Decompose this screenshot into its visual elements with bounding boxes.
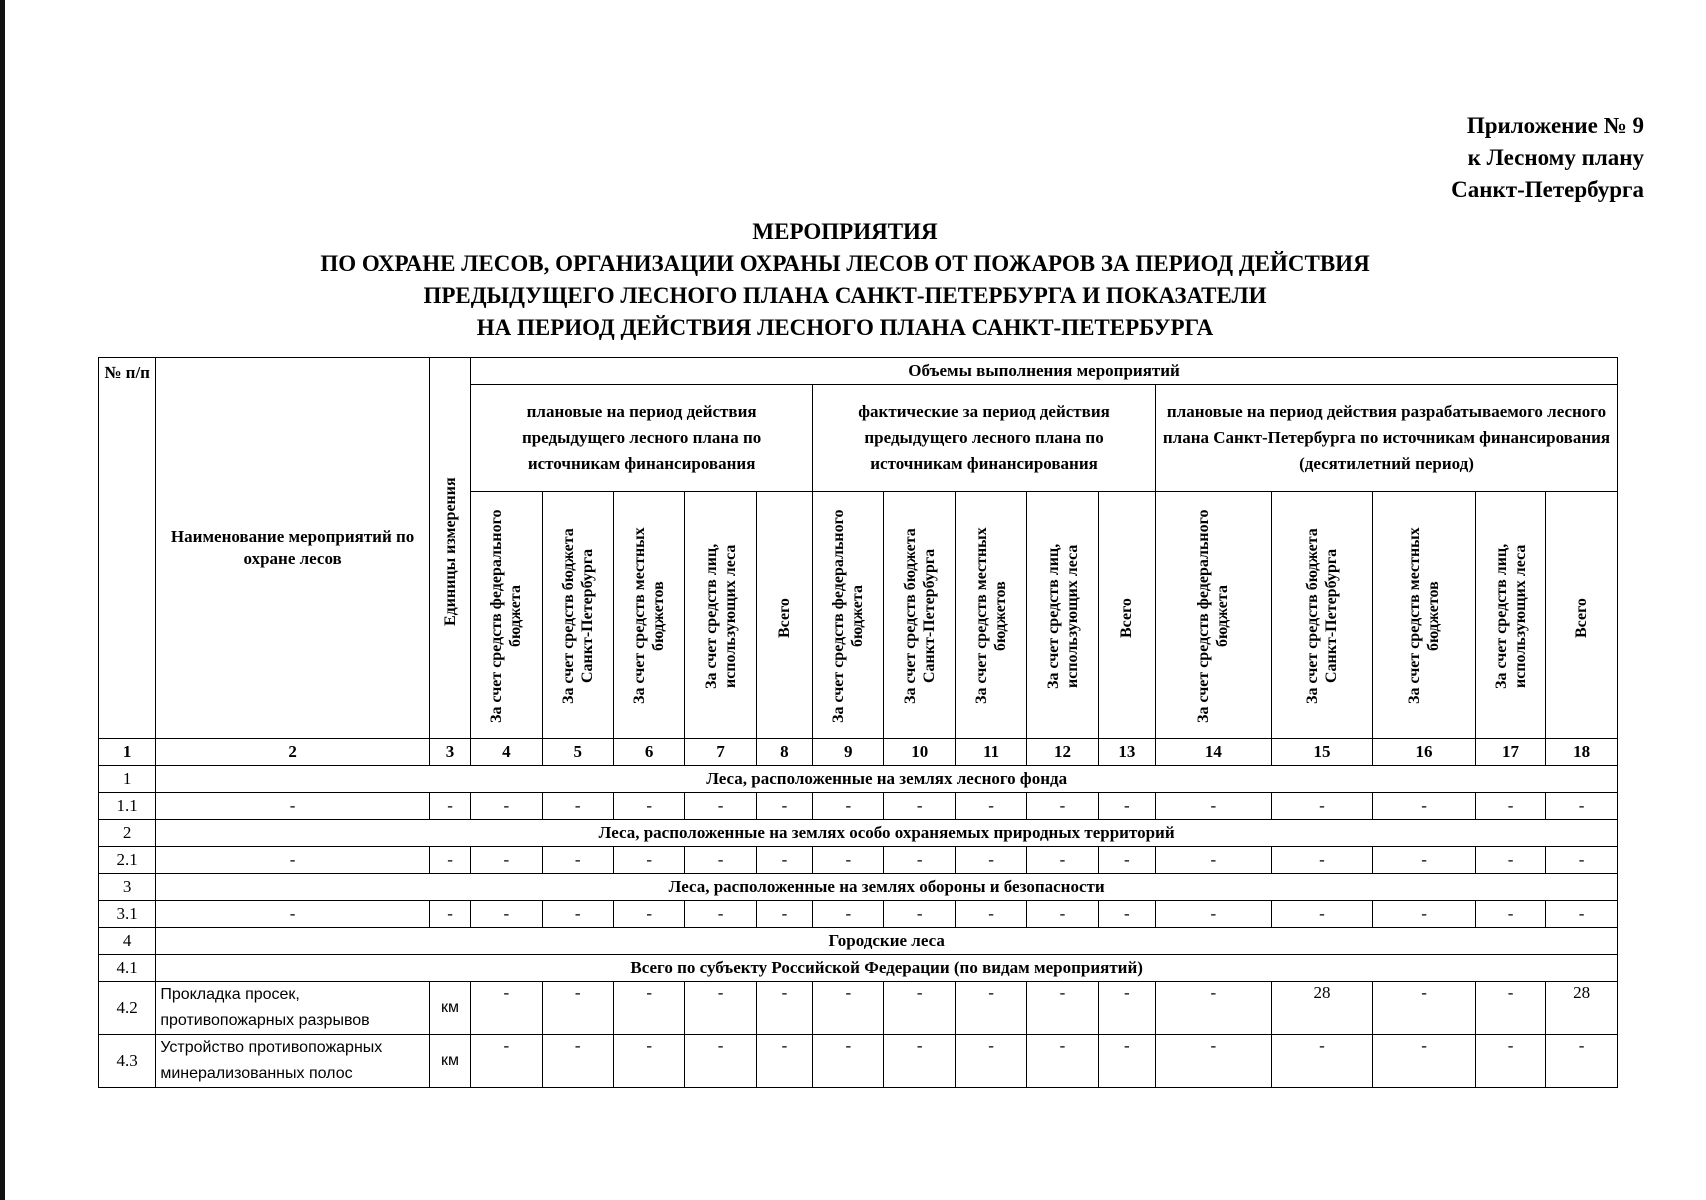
appendix-line: Приложение № 9: [1466, 113, 1644, 138]
section-num: 2: [99, 820, 156, 847]
header-row: [99, 358, 1618, 385]
table-row: [99, 793, 1618, 820]
row-num: 1.1: [99, 793, 156, 820]
row-unit: км: [429, 982, 470, 1035]
row-value: -: [1098, 847, 1155, 874]
header-sub-users: За счет средств лиц, использующих леса: [1475, 492, 1545, 739]
row-value: -: [813, 901, 884, 928]
appendix-note: [1451, 110, 1644, 206]
row-num: 4.2: [99, 982, 156, 1035]
row-value: -: [955, 901, 1026, 928]
row-value: -: [884, 982, 955, 1035]
row-value: -: [1027, 901, 1098, 928]
row-value: -: [1156, 793, 1272, 820]
row-value: -: [471, 1035, 542, 1088]
column-number: 8: [756, 739, 812, 766]
row-value: -: [955, 1035, 1026, 1088]
title-line: МЕРОПРИЯТИЯ: [752, 219, 938, 244]
row-value: -: [955, 847, 1026, 874]
row-value: -: [1271, 1035, 1373, 1088]
row-value: -: [471, 901, 542, 928]
row-value: -: [613, 793, 684, 820]
subsection-row: [99, 955, 1618, 982]
section-row: [99, 874, 1618, 901]
row-value: -: [542, 901, 613, 928]
section-row: [99, 766, 1618, 793]
title-line: ПРЕДЫДУЩЕГО ЛЕСНОГО ПЛАНА САНКТ-ПЕТЕРБУРГА И ПОКАЗАТЕЛИ: [423, 283, 1267, 308]
row-name: -: [156, 901, 430, 928]
row-value: -: [1156, 982, 1272, 1035]
row-num: 3.1: [99, 901, 156, 928]
row-num: 4.3: [99, 1035, 156, 1088]
column-number: 6: [613, 739, 684, 766]
row-value: -: [1475, 793, 1545, 820]
header-sub-total: Всего: [756, 492, 812, 739]
row-value: -: [1546, 901, 1618, 928]
row-name: Устройство противопожарных минерализованных полос: [156, 1035, 430, 1088]
row-value: 28: [1546, 982, 1618, 1035]
row-name: Прокладка просек, противопожарных разрывов: [156, 982, 430, 1035]
row-value: -: [685, 901, 756, 928]
row-value: -: [1373, 847, 1476, 874]
row-value: -: [471, 793, 542, 820]
column-number: 14: [1156, 739, 1272, 766]
row-value: -: [1475, 982, 1545, 1035]
row-unit: км: [429, 1035, 470, 1088]
row-value: -: [756, 901, 812, 928]
column-number: 4: [471, 739, 542, 766]
row-value: -: [1373, 793, 1476, 820]
column-number: 17: [1475, 739, 1545, 766]
row-value: -: [756, 982, 812, 1035]
row-value: -: [1546, 793, 1618, 820]
row-value: -: [613, 847, 684, 874]
column-number: 2: [156, 739, 430, 766]
document-title: [240, 216, 1450, 344]
header-sub-local: За счет средств местных бюджетов: [955, 492, 1026, 739]
row-value: -: [542, 982, 613, 1035]
header-sub-spb: За счет средств бюджета Санкт-Петербурга: [1271, 492, 1373, 739]
header-name: Наименование мероприятий по охране лесов: [156, 358, 430, 739]
row-value: -: [1475, 1035, 1545, 1088]
row-value: -: [1027, 793, 1098, 820]
section-name: Леса, расположенные на землях особо охраняемых природных территорий: [156, 820, 1618, 847]
row-value: -: [1098, 793, 1155, 820]
column-number: 1: [99, 739, 156, 766]
row-value: -: [1373, 982, 1476, 1035]
column-number: 12: [1027, 739, 1098, 766]
appendix-line: к Лесному плану: [1467, 145, 1644, 170]
header-sub-federal: За счет средств федерального бюджета: [1156, 492, 1272, 739]
column-number: 10: [884, 739, 955, 766]
column-number: 3: [429, 739, 470, 766]
section-row: [99, 928, 1618, 955]
column-number: 15: [1271, 739, 1373, 766]
row-value: -: [756, 793, 812, 820]
header-num: № п/п: [99, 358, 156, 739]
row-value: -: [1373, 1035, 1476, 1088]
header-group-planned-new: плановые на период действия разрабатываемого лесного плана Санкт-Петербурга по источникам финансирования (десятилетний период): [1156, 385, 1618, 492]
header-group-planned-previous: плановые на период действия предыдущего лесного плана по источникам финансирования: [471, 385, 813, 492]
header-sub-federal: За счет средств федерального бюджета: [471, 492, 542, 739]
row-name: -: [156, 793, 430, 820]
section-name: Всего по субъекту Российской Федерации (по видам мероприятий): [156, 955, 1618, 982]
header-sub-total: Всего: [1546, 492, 1618, 739]
row-value: -: [1027, 1035, 1098, 1088]
row-value: -: [1098, 901, 1155, 928]
section-name: Леса, расположенные на землях лесного фонда: [156, 766, 1618, 793]
row-value: -: [1271, 847, 1373, 874]
scan-edge: [0, 0, 5, 1200]
title-line: ПО ОХРАНЕ ЛЕСОВ, ОРГАНИЗАЦИИ ОХРАНЫ ЛЕСОВ ОТ ПОЖАРОВ ЗА ПЕРИОД ДЕЙСТВИЯ: [320, 251, 1370, 276]
row-value: -: [1546, 1035, 1618, 1088]
row-value: -: [884, 901, 955, 928]
row-value: -: [1271, 901, 1373, 928]
column-number: 5: [542, 739, 613, 766]
row-value: -: [1098, 1035, 1155, 1088]
row-value: -: [955, 982, 1026, 1035]
section-num: 4: [99, 928, 156, 955]
row-value: -: [1475, 847, 1545, 874]
row-unit: -: [429, 847, 470, 874]
column-number: 13: [1098, 739, 1155, 766]
row-value: -: [813, 1035, 884, 1088]
header-volumes: Объемы выполнения мероприятий: [471, 358, 1618, 385]
column-number: 18: [1546, 739, 1618, 766]
row-value: -: [685, 793, 756, 820]
header-sub-spb: За счет средств бюджета Санкт-Петербурга: [542, 492, 613, 739]
column-number: 9: [813, 739, 884, 766]
section-row: [99, 820, 1618, 847]
row-value: -: [1027, 847, 1098, 874]
title-line: НА ПЕРИОД ДЕЙСТВИЯ ЛЕСНОГО ПЛАНА САНКТ-ПЕТЕРБУРГА: [476, 315, 1214, 340]
header-sub-users: За счет средств лиц, использующих леса: [1027, 492, 1098, 739]
row-value: -: [1373, 901, 1476, 928]
header-group-actual-previous: фактические за период действия предыдущего лесного плана по источникам финансирования: [813, 385, 1156, 492]
header-sub-total: Всего: [1098, 492, 1155, 739]
row-value: -: [542, 793, 613, 820]
row-value: -: [884, 793, 955, 820]
row-value: -: [685, 847, 756, 874]
row-value: -: [471, 847, 542, 874]
header-sub-local: За счет средств местных бюджетов: [613, 492, 684, 739]
row-value: -: [813, 847, 884, 874]
row-value: -: [613, 982, 684, 1035]
appendix-line: Санкт-Петербурга: [1451, 177, 1644, 202]
table-row: [99, 847, 1618, 874]
section-num: 1: [99, 766, 156, 793]
section-num: 4.1: [99, 955, 156, 982]
section-num: 3: [99, 874, 156, 901]
row-value: -: [813, 793, 884, 820]
row-value: -: [542, 1035, 613, 1088]
row-value: -: [813, 982, 884, 1035]
section-name: Леса, расположенные на землях обороны и безопасности: [156, 874, 1618, 901]
header-sub-users: За счет средств лиц, использующих леса: [685, 492, 756, 739]
row-value: -: [1156, 1035, 1272, 1088]
row-value: -: [471, 982, 542, 1035]
row-value: -: [1027, 982, 1098, 1035]
row-value: -: [1271, 793, 1373, 820]
column-numbers-row: [99, 739, 1618, 766]
row-unit: -: [429, 793, 470, 820]
measures-table: [98, 357, 1618, 1088]
row-unit: -: [429, 901, 470, 928]
row-value: -: [756, 1035, 812, 1088]
row-value: -: [955, 793, 1026, 820]
row-value: -: [1156, 901, 1272, 928]
row-value: -: [884, 847, 955, 874]
row-value: -: [685, 1035, 756, 1088]
table-row: [99, 1035, 1618, 1088]
row-value: 28: [1271, 982, 1373, 1035]
section-name: Городские леса: [156, 928, 1618, 955]
row-value: -: [542, 847, 613, 874]
row-value: -: [613, 1035, 684, 1088]
header-sub-local: За счет средств местных бюджетов: [1373, 492, 1476, 739]
column-number: 11: [955, 739, 1026, 766]
row-value: -: [685, 982, 756, 1035]
row-value: -: [1156, 847, 1272, 874]
row-value: -: [1546, 847, 1618, 874]
table-row: [99, 901, 1618, 928]
column-number: 16: [1373, 739, 1476, 766]
row-value: -: [1475, 901, 1545, 928]
table-row: [99, 982, 1618, 1035]
row-value: -: [1098, 982, 1155, 1035]
row-value: -: [613, 901, 684, 928]
row-name: -: [156, 847, 430, 874]
row-value: -: [756, 847, 812, 874]
header-sub-federal: За счет средств федерального бюджета: [813, 492, 884, 739]
column-number: 7: [685, 739, 756, 766]
row-value: -: [884, 1035, 955, 1088]
header-sub-spb: За счет средств бюджета Санкт-Петербурга: [884, 492, 955, 739]
header-units: Единицы измерения: [429, 358, 470, 739]
row-num: 2.1: [99, 847, 156, 874]
